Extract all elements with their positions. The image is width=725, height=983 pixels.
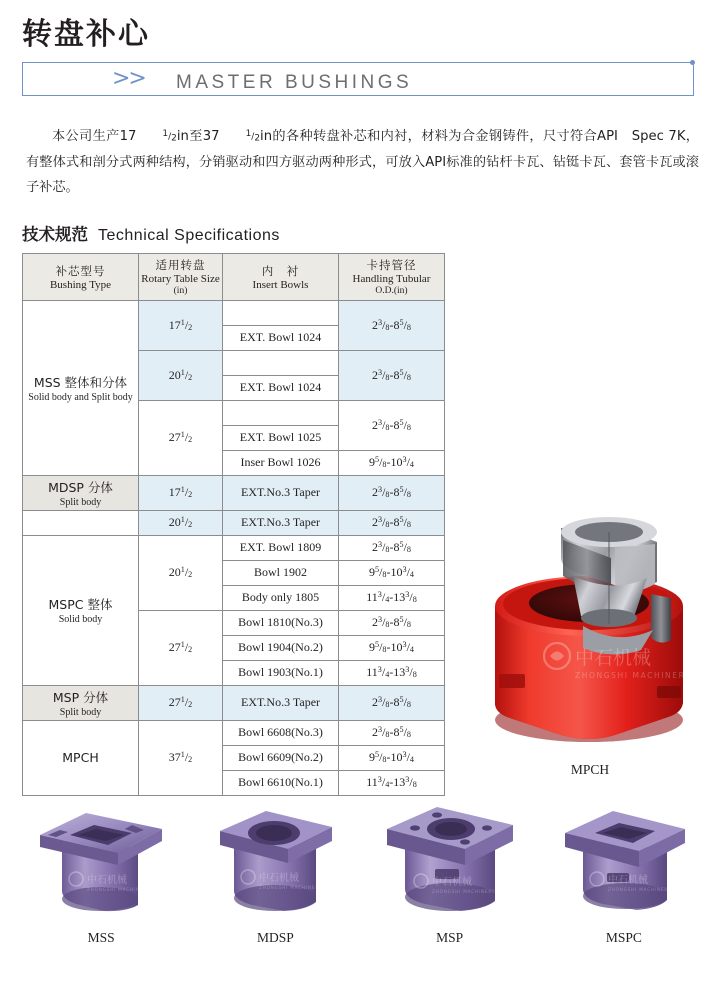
cell-rotary-table-size: $20^1/_2$ (139, 510, 223, 535)
cell-insert-bowls (223, 300, 339, 325)
cell-handling-tubular-od: $2^3/_8-8^5/_8$ (339, 350, 445, 400)
cell-insert-bowls (223, 400, 339, 425)
cell-insert-bowls: EXT. Bowl 1809 (223, 535, 339, 560)
cell-insert-bowls: Bowl 1810(No.3) (223, 610, 339, 635)
cell-insert-bowls: Inser Bowl 1026 (223, 450, 339, 475)
table-header-cell-bowls (223, 254, 339, 301)
cell-bushing-type: MSS 整体和分体 Solid body and Split body (23, 300, 139, 475)
decorative-dot-icon (690, 60, 695, 65)
svg-text:ZHONGSHI MACHINERY: ZHONGSHI MACHINERY (431, 889, 495, 894)
svg-text:中石机械: 中石机械 (259, 873, 300, 884)
cell-rotary-table-size: $20^1/_2$ (139, 350, 223, 400)
photo-caption-mpch: MPCH (570, 762, 610, 777)
cell-insert-bowls: Bowl 1903(No.1) (223, 660, 339, 685)
table-header-cell-size (139, 254, 223, 301)
header-cn: 卡持管径 (366, 258, 417, 273)
cell-handling-tubular-od: $9^5/_8-10^3/_4$ (339, 450, 445, 475)
mdsp-illustration-icon (200, 795, 350, 920)
cell-insert-bowls: EXT. Bowl 1024 (223, 325, 339, 350)
intro-text-3: in的各种转盘补芯和内衬，材料为合金钢铸件，尺寸符合API Spec 7K，有整体式和剖分式两种结构，分销驱动和四方驱动两种形式，可放入API标准的钻杆卡瓦、钻铤卡瓦、套管卡瓦或滚子补芯。 (26, 129, 699, 196)
page-header (0, 0, 725, 118)
intro-paragraph (26, 124, 699, 201)
cell-handling-tubular-od: $2^3/_8-8^5/_8$ (339, 510, 445, 535)
table-row (23, 535, 445, 560)
cell-handling-tubular-od: $2^3/_8-8^5/_8$ (339, 535, 445, 560)
table-body (23, 300, 445, 795)
cell-insert-bowls: Bowl 1904(No.2) (223, 635, 339, 660)
product-photo-mspc (549, 795, 699, 946)
photo-caption-mdsp: MDSP (256, 930, 294, 945)
cell-handling-tubular-od: $2^3/_8-8^5/_8$ (339, 610, 445, 635)
cell-handling-tubular-od: $2^3/_8-8^5/_8$ (339, 400, 445, 450)
svg-text:中石机械: 中石机械 (431, 877, 472, 888)
header-sub: (in) (173, 285, 188, 296)
fraction-one-half-a: $^1/_2$ (162, 128, 177, 144)
cell-bushing-type: MDSP 分体 Split body (23, 475, 139, 510)
page-title-cn: 转盘补心 (22, 17, 150, 52)
cell-rotary-table-size: $27^1/_2$ (139, 685, 223, 720)
header-en: Rotary Table Size (141, 273, 220, 286)
svg-text:ZHONGSHI MACHINERY: ZHONGSHI MACHINERY (575, 671, 692, 680)
cell-handling-tubular-od: $9^5/_8-10^3/_4$ (339, 560, 445, 585)
intro-text-2: in至37 (176, 129, 220, 144)
cell-handling-tubular-od: $11^3/_4-13^3/_8$ (339, 660, 445, 685)
table-row (23, 685, 445, 720)
table-row (23, 475, 445, 510)
cell-insert-bowls: EXT.No.3 Taper (223, 475, 339, 510)
table-header-row (23, 254, 445, 301)
svg-text:ZHONGSHI MACHINERY: ZHONGSHI MACHINERY (259, 885, 323, 890)
spec-heading-en: Technical Specifications (98, 227, 280, 245)
table-header-cell-type (23, 254, 139, 301)
cell-handling-tubular-od: $2^3/_8-8^5/_8$ (339, 685, 445, 720)
cell-insert-bowls: Bowl 6610(No.1) (223, 770, 339, 795)
header-cn: 内 衬 (261, 263, 300, 278)
header-cn: 补芯型号 (55, 263, 106, 278)
cell-insert-bowls (223, 350, 339, 375)
frac-den: 2 (254, 133, 261, 144)
cell-handling-tubular-od: $11^3/_4-13^3/_8$ (339, 585, 445, 610)
header-en: Handling Tubular (352, 273, 431, 286)
cell-rotary-table-size: $17^1/_2$ (139, 475, 223, 510)
cell-rotary-table-size: $20^1/_2$ (139, 535, 223, 610)
photo-caption-mss: MSS (87, 930, 115, 945)
frac-num: 1 (245, 128, 252, 139)
mspc-illustration-icon (549, 795, 699, 920)
cell-handling-tubular-od: $11^3/_4-13^3/_8$ (339, 770, 445, 795)
svg-text:中石机械: 中石机械 (87, 875, 128, 886)
cell-handling-tubular-od: $2^3/_8-8^5/_8$ (339, 300, 445, 350)
cell-insert-bowls: EXT. Bowl 1025 (223, 425, 339, 450)
cell-handling-tubular-od: $9^5/_8-10^3/_4$ (339, 745, 445, 770)
mpch-illustration-icon (465, 498, 715, 758)
product-photo-mdsp (200, 795, 350, 946)
cell-bushing-type (23, 510, 139, 535)
spec-section-heading (22, 221, 725, 245)
product-photo-msp (375, 795, 525, 946)
svg-text:中石机械: 中石机械 (575, 647, 652, 669)
intro-text-1: 本公司生产17 (52, 129, 137, 144)
cell-bushing-type: MPCH (23, 720, 139, 795)
cell-insert-bowls: Bowl 6609(No.2) (223, 745, 339, 770)
svg-text:ZHONGSHI MACHINERY: ZHONGSHI MACHINERY (87, 887, 151, 892)
cell-bushing-type: MSPC 整体 Solid body (23, 535, 139, 685)
cell-bushing-type: MSP 分体 Split body (23, 685, 139, 720)
cell-insert-bowls: Body only 1805 (223, 585, 339, 610)
header-sub: O.D.(in) (375, 285, 408, 296)
table-header-cell-od (339, 254, 445, 301)
product-photo-row (0, 795, 725, 946)
page-title-en: MASTER BUSHINGS (176, 72, 413, 93)
cell-handling-tubular-od: $2^3/_8-8^5/_8$ (339, 720, 445, 745)
table-row (23, 300, 445, 325)
cell-handling-tubular-od: $9^5/_8-10^3/_4$ (339, 635, 445, 660)
cell-insert-bowls: Bowl 1902 (223, 560, 339, 585)
cell-rotary-table-size: $37^1/_2$ (139, 720, 223, 795)
product-photo-mpch (465, 498, 715, 778)
fraction-one-half-b: $^1/_2$ (245, 128, 261, 144)
frac-den: 2 (171, 133, 177, 144)
header-en: Insert Bowls (252, 278, 309, 291)
table-row (23, 720, 445, 745)
cell-rotary-table-size: $27^1/_2$ (139, 400, 223, 475)
cell-insert-bowls: EXT. Bowl 1024 (223, 375, 339, 400)
cell-insert-bowls: EXT.No.3 Taper (223, 685, 339, 720)
chevron-right-icon: >> (112, 66, 145, 91)
product-photo-mss (26, 795, 176, 946)
header-cn: 适用转盘 (155, 258, 206, 273)
svg-text:中石机械: 中石机械 (607, 875, 648, 886)
photo-caption-msp: MSP (436, 930, 464, 945)
frac-num: 1 (162, 128, 169, 139)
table-row (23, 510, 445, 535)
cell-rotary-table-size: $27^1/_2$ (139, 610, 223, 685)
spec-heading-cn: 技术规范 (22, 225, 88, 245)
photo-caption-mspc: MSPC (605, 930, 642, 945)
specifications-table (22, 253, 445, 796)
mss-illustration-icon (26, 795, 176, 920)
cell-handling-tubular-od: $2^3/_8-8^5/_8$ (339, 475, 445, 510)
table-header (23, 254, 445, 301)
svg-text:ZHONGSHI MACHINERY: ZHONGSHI MACHINERY (607, 887, 672, 892)
cell-insert-bowls: Bowl 6608(No.3) (223, 720, 339, 745)
msp-illustration-icon (375, 795, 525, 920)
cell-insert-bowls: EXT.No.3 Taper (223, 510, 339, 535)
cell-rotary-table-size: $17^1/_2$ (139, 300, 223, 350)
header-en: Bushing Type (49, 278, 112, 291)
